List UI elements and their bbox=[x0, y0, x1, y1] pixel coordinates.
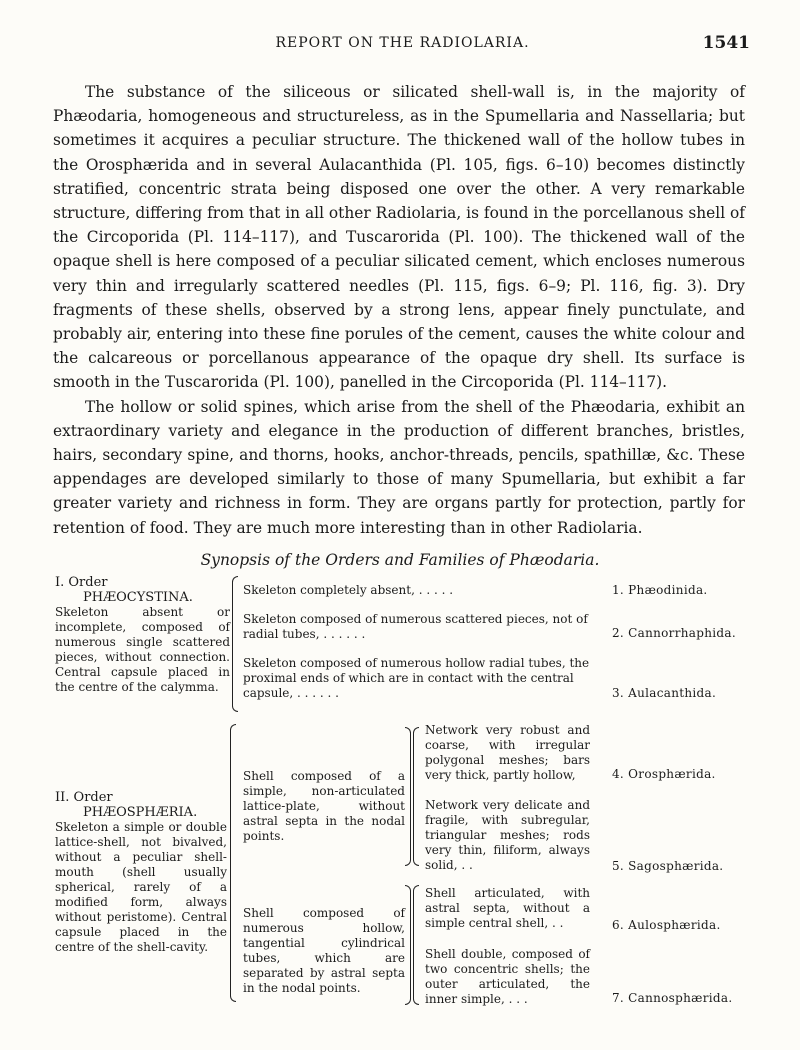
group-1-brace-left bbox=[413, 727, 419, 866]
order-2-row-6 bbox=[425, 886, 590, 931]
body-text bbox=[53, 80, 745, 540]
order-1-row-1 bbox=[243, 583, 583, 598]
order-2-group-1: Shell composed of a simple, non-articulated lattice-plate, without astral septa in the nodal points. bbox=[243, 769, 405, 843]
order-1-block bbox=[55, 575, 230, 695]
page-number: 1541 bbox=[702, 33, 750, 53]
family-3: 3. Aulacanthida. bbox=[612, 686, 717, 700]
row-leader: . . bbox=[552, 916, 564, 930]
order-2-name: PHÆOSPHÆRIA. bbox=[83, 805, 198, 820]
order-1-row-2 bbox=[243, 612, 591, 642]
row-text: Network very robust and coarse, with irregular polygonal meshes; bars very thick, partly hollow, bbox=[425, 723, 590, 782]
family-1: 1. Phæodinida. bbox=[612, 583, 708, 597]
group-1-brace-right bbox=[405, 727, 411, 866]
group-2-brace-left bbox=[413, 885, 419, 1005]
paragraph-2: The hollow or solid spines, which arise from the shell of the Phæodaria, exhibit an extraordinary variety and elegance in the production of different branches, bristles, hairs, secondary spine, and thorns, hooks, anchor-threads, pencils, spathillæ, &c. These appendages are developed similarly to those of many Spumellaria, but exhibit a far greater variety and richness in form. They are organs partly for protection, partly for retention of food. They are much more interesting than in other Radiolaria. bbox=[53, 397, 745, 537]
row-leader: . . . . . bbox=[418, 583, 454, 597]
order-1-description: Skeleton absent or incomplete, composed of numerous single scattered pieces, without connection. Central capsule placed in the centre of the calymma. bbox=[55, 605, 230, 694]
family-4: 4. Orosphærida. bbox=[612, 767, 716, 781]
order-1-name: PHÆOCYSTINA. bbox=[83, 590, 193, 605]
order-1-brace bbox=[232, 576, 238, 712]
running-title: REPORT ON THE RADIOLARIA. bbox=[275, 35, 530, 51]
order-2-brace bbox=[230, 724, 236, 1002]
order-2-label: II. Order bbox=[55, 790, 113, 805]
group-2-brace-right bbox=[405, 885, 411, 1005]
family-2: 2. Cannorrhaphida. bbox=[612, 626, 736, 640]
synopsis-title: Synopsis of the Orders and Families of Phæodaria. bbox=[200, 551, 600, 569]
row-text: Shell double, composed of two concentric shells; the outer articulated, the inner simple, bbox=[425, 947, 590, 1006]
row-leader: . . bbox=[461, 858, 473, 872]
row-text: Shell articulated, with astral septa, without a simple central shell, bbox=[425, 886, 590, 930]
order-2-row-5 bbox=[425, 798, 590, 873]
order-1-row-3 bbox=[243, 656, 591, 701]
order-2-description: Skeleton a simple or double lattice-shell, not bivalved, without a peculiar shell-mouth (shell usually spherical, rarely of a modified form, always without peristome). Central capsule placed in the centre of the shell-cavity. bbox=[55, 820, 227, 954]
row-leader: . . . bbox=[508, 992, 528, 1006]
row-text: Network very delicate and fragile, with subregular, triangular meshes; rods very thin, filiform, always solid, bbox=[425, 798, 590, 872]
row-text: Skeleton completely absent, bbox=[243, 583, 415, 597]
order-2-row-7 bbox=[425, 947, 590, 1007]
family-7: 7. Cannosphærida. bbox=[612, 991, 733, 1005]
page-header bbox=[55, 35, 750, 57]
family-5: 5. Sagosphærida. bbox=[612, 859, 724, 873]
row-leader: . . . . . . bbox=[297, 686, 339, 700]
order-2-block bbox=[55, 790, 227, 955]
order-2-row-4 bbox=[425, 723, 590, 783]
row-text: Skeleton composed of numerous scattered pieces, not of radial tubes, bbox=[243, 612, 588, 641]
row-text: Skeleton composed of numerous hollow radial tubes, the proximal ends of which are in contact with the central capsule, bbox=[243, 656, 590, 700]
paragraph-1: The substance of the siliceous or silicated shell-wall is, in the majority of Phæodaria, homogeneous and structureless, as in the Spumellaria and Nassellaria; but sometimes it acquires a peculiar structure. The thickened wall of the hollow tubes in the Orosphærida and in several Aulacanthida (Pl. 105, figs. 6–10) becomes distinctly stratified, concentric strata being disposed one over the other. A very remarkable structure, differing from that in all other Radiolaria, is found in the porcellanous shell of the Circoporida (Pl. 114–117), and Tuscarorida (Pl. 100). The thickened wall of the opaque shell is here composed of a peculiar silicated cement, which encloses numerous very thin and irregularly scattered needles (Pl. 115, figs. 6–9; Pl. 116, fig. 3). Dry fragments of these shells, observed by a strong lens, appear finely punctulate, and probably air, entering into these fine porules of the cement, causes the white colour and the calcareous or porcellanous appearance of the opaque dry shell. Its surface is smooth in the Tuscarorida (Pl. 100), panelled in the Circoporida (Pl. 114–117). bbox=[53, 83, 745, 392]
family-6: 6. Aulosphærida. bbox=[612, 918, 721, 932]
row-leader: . . . . . . bbox=[323, 627, 366, 641]
order-2-group-2: Shell composed of numerous hollow, tangential cylindrical tubes, which are separated by astral septa in the nodal points. bbox=[243, 906, 405, 995]
order-1-label: I. Order bbox=[55, 575, 108, 590]
